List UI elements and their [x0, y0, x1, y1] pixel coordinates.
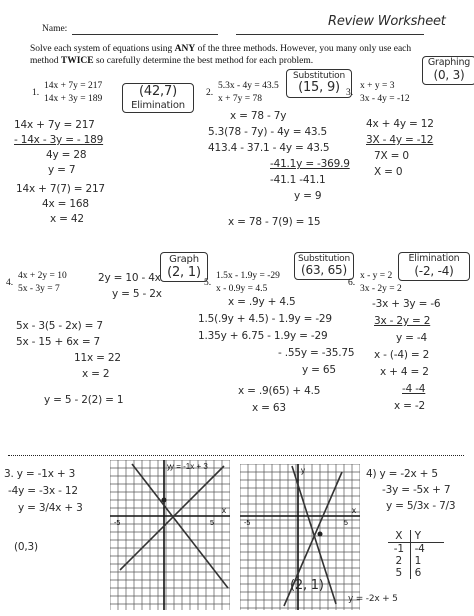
problem-4-work-step2: y = 5 - 2x	[112, 288, 162, 300]
xy-table-row: 5 6	[388, 567, 444, 579]
graph-left	[110, 460, 230, 610]
graph-right-x-label: x	[352, 506, 356, 515]
graph-right-y-label: y	[301, 466, 305, 475]
xy-table-row: -1 -4	[388, 543, 444, 555]
problem-1-work: 14x + 7y = 217 - 14x - 3y = - 189 4y = 28 y = 7 14x + 7(7) = 217 4x = 168 x = 42	[14, 119, 105, 225]
problem-5-work: x = .9y + 4.5 1.5(.9y + 4.5) - 1.9y = -29 1.35y + 6.75 - 1.9y = -29 - .55y = -35.75 y = 65 x = .9(65) + 4.5 x = 63	[198, 296, 355, 414]
problem-2-answer-box: Substitution (15, 9)	[286, 69, 352, 98]
problem-2-number: 2.	[206, 88, 214, 98]
problem-1-answer-box: (42,7) Elimination	[122, 83, 194, 113]
graph-left-work: 3. y = -1x + 3 -4y = -3x - 12 y = 3/4x + 3 (0,3)	[4, 468, 83, 553]
problem-1-number: 1.	[32, 88, 40, 98]
problem-5-number: 5.	[204, 278, 212, 288]
name-line	[72, 34, 218, 35]
problem-6-equations: x - y = 2 3x - 2y = 2	[360, 271, 402, 294]
xy-table-row: 2 1	[388, 555, 444, 567]
problem-3-number: 3.	[346, 88, 354, 98]
problem-4-work: 5x - 3(5 - 2x) = 7 5x - 15 + 6x = 7 11x = 22 x = 2 y = 5 - 2(2) = 1	[16, 320, 124, 406]
problem-6-work: -3x + 3y = -6 3x - 2y = 2 y = -4 x - (-4) = 2 x + 4 = 2 -4 -4 x = -2	[372, 298, 441, 412]
graph-left-y-label: y	[167, 462, 171, 471]
xy-table	[388, 530, 444, 579]
problem-4-answer-box: Graph (2, 1)	[160, 252, 208, 282]
problem-4-equations: 4x + 2y = 10 5x - 3y = 7	[18, 271, 67, 294]
graph-left-point	[162, 498, 167, 503]
graph-left-line-2	[120, 466, 224, 570]
xy-table-header: X Y	[388, 530, 444, 543]
problem-3-answer-box: Graphing (0, 3)	[422, 56, 474, 85]
graph-left-pos5: 5	[210, 520, 214, 527]
instructions: Solve each system of equations using ANY of the three methods. However, you many only use each method TWICE so carefully determine the best method for each problem.	[30, 44, 412, 66]
worksheet-title: Review Worksheet	[328, 14, 446, 29]
problem-3-equations: x + y = 3 3x - 4y = -12	[360, 81, 410, 104]
problem-4-number: 4.	[6, 278, 14, 288]
graph-left-x-label: x	[222, 506, 226, 515]
graph-right-point-label: (2, 1)	[290, 578, 324, 593]
problem-2-equations: 5.3x - 4y = 43.5 x + 7y = 78	[218, 81, 279, 104]
problem-5-answer-box: Substitution (63, 65)	[294, 252, 354, 280]
problem-6-answer-box: Elimination (-2, -4)	[398, 252, 470, 281]
graph-left-neg5: -5	[114, 520, 121, 527]
title-underline	[236, 34, 424, 35]
graph-right-line-label: y = -2x + 5	[348, 594, 398, 604]
problem-5-equations: 1.5x - 1.9y = -29 x - 0.9y = 4.5	[216, 271, 280, 294]
graph-right-pos5: 5	[344, 520, 348, 527]
problem-2-work: x = 78 - 7y 5.3(78 - 7y) - 4y = 43.5 413.4 - 37.1 - 4y = 43.5 -41.1y = -369.9 -41.1 -41.1 y = 9 x = 78 - 7(9) = 15	[208, 110, 350, 228]
graph-right-point	[318, 532, 323, 537]
name-label: Name:	[42, 24, 68, 34]
graph-left-grid	[110, 460, 230, 610]
problem-1-equations: 14x + 7y = 217 14x + 3y = 189	[44, 81, 103, 104]
graph-left-line-label: y = -1x + 3	[170, 462, 208, 471]
section-divider	[8, 455, 464, 456]
graph-right-work: 4) y = -2x + 5 -3y = -5x + 7 y = 5/3x - 7/3	[366, 468, 456, 512]
problem-3-work: 4x + 4y = 12 3X - 4y = -12 7X = 0 X = 0	[366, 118, 434, 178]
graph-right-neg5: -5	[244, 520, 251, 527]
problem-4-work-step1: 2y = 10 - 4x	[98, 272, 161, 284]
problem-6-number: 6.	[348, 278, 356, 288]
